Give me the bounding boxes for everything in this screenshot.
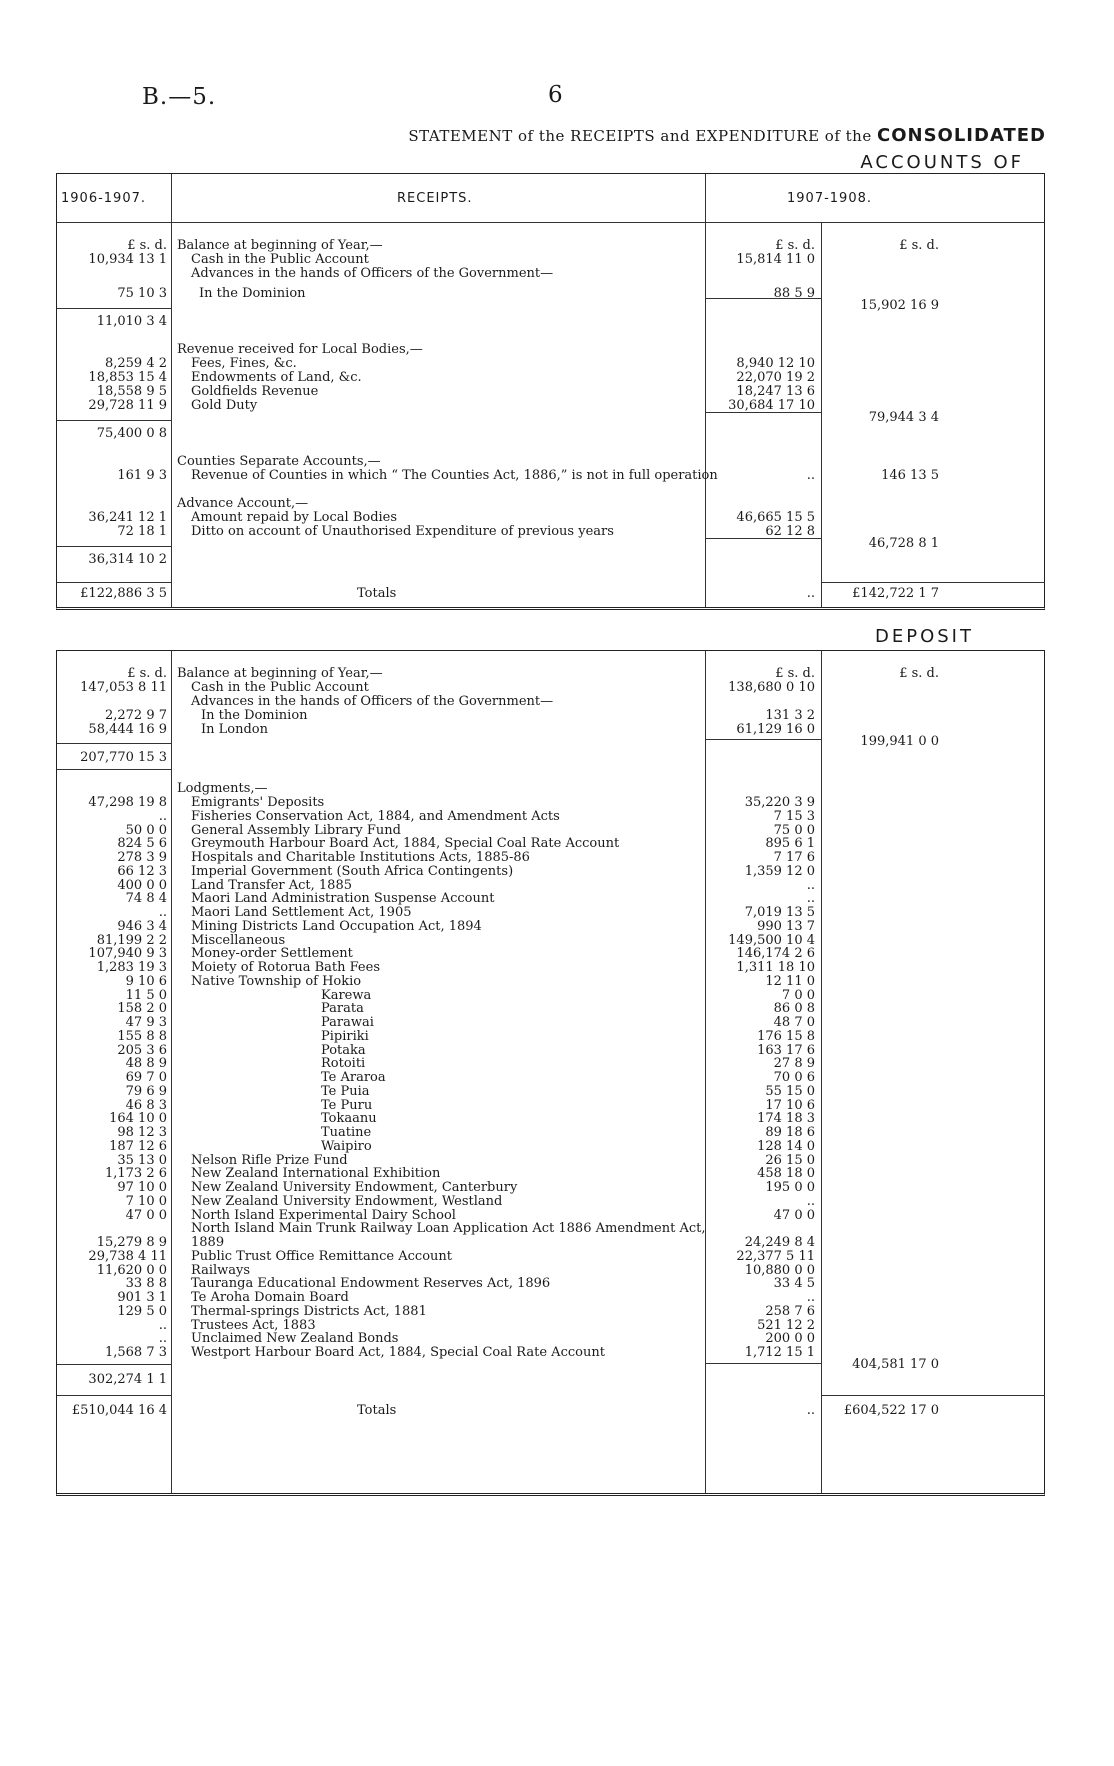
dep-item-desc-32: 1889: [191, 1235, 225, 1250]
dep-item-prev-13: 9 10 6: [125, 973, 167, 989]
dep-item-cur-5: 1,359 12 0: [744, 863, 815, 879]
dep-item-desc-6: Land Transfer Act, 1885: [191, 877, 352, 893]
dep-item-prev-36: 901 3 1: [117, 1290, 167, 1305]
receipt-desc-10: Counties Separate Accounts,—: [177, 454, 381, 469]
dep-total-cur: ..: [806, 1403, 815, 1418]
dep-item-cur-2: 75 0 0: [773, 822, 815, 838]
receipt-total-cur: ..: [806, 586, 815, 601]
dep-balance-heading: Balance at beginning of Year,—: [177, 666, 383, 681]
dep-item-cur-0: 35,220 3 9: [744, 795, 815, 810]
statement-text: STATEMENT of the RECEIPTS and EXPENDITURE of the: [408, 127, 872, 145]
col-curr-year: 1907-1908.: [787, 191, 872, 206]
receipt-prev-9: 75,400 0 8: [96, 426, 167, 441]
dep-item-desc-12: Moiety of Rotorua Bath Fees: [191, 960, 380, 975]
dep-item-cur-25: 128 14 0: [757, 1138, 815, 1154]
receipt-prev-15: 36,314 10 2: [88, 552, 167, 567]
receipt-desc-0: Balance at beginning of Year,—: [177, 238, 383, 253]
dep-total-prev: £510,044 16 4: [71, 1403, 167, 1418]
receipt-desc-4: Revenue received for Local Bodies,—: [177, 342, 423, 357]
dep-item-desc-23: Tokaanu: [321, 1111, 377, 1127]
document-code: B.—5.: [142, 84, 217, 110]
dep-item-prev-33: 29,738 4 11: [88, 1248, 167, 1264]
dep-cash-prev: 147,053 8 11: [80, 680, 167, 695]
dep-item-prev-25: 187 12 6: [109, 1138, 167, 1154]
deposit-heading: DEPOSIT: [875, 626, 974, 647]
dep-dom-prev: 2,272 9 7: [104, 708, 167, 723]
dep-item-prev-12: 1,283 19 3: [96, 960, 167, 975]
dep-item-prev-15: 158 2 0: [117, 1001, 167, 1017]
dep-item-cur-23: 174 18 3: [757, 1111, 815, 1127]
dep-item-desc-40: Westport Harbour Board Act, 1884, Special Coal Rate Account: [191, 1345, 605, 1360]
receipt-cur-6: 22,070 19 2: [736, 370, 815, 385]
dep-item-cur-17: 176 15 8: [757, 1028, 815, 1044]
deposit-table: [56, 650, 1045, 1496]
dep-totals-label: Totals: [357, 1403, 397, 1418]
dep-item-desc-31: North Island Main Trunk Railway Loan Application Act 1886 Amendment Act,: [191, 1221, 706, 1237]
receipt-prev-14: 72 18 1: [117, 524, 167, 539]
dep-item-desc-2: General Assembly Library Fund: [191, 822, 401, 838]
dep-item-desc-26: Nelson Rifle Prize Fund: [191, 1152, 348, 1168]
dep-item-desc-21: Te Puia: [321, 1083, 370, 1099]
receipt-desc-5: Fees, Fines, &c.: [191, 356, 297, 371]
receipt-prev-0: 10,934 13 1: [88, 252, 167, 267]
col-receipts: RECEIPTS.: [397, 191, 473, 206]
dep-item-desc-18: Potaka: [321, 1042, 366, 1058]
receipt-cur-13: 46,665 15 5: [736, 510, 815, 525]
dep-item-prev-37: 129 5 0: [117, 1303, 167, 1319]
dep-item-desc-5: Imperial Government (South Africa Contingents): [191, 863, 514, 879]
dep-item-cur-27: 458 18 0: [757, 1166, 815, 1182]
dep-item-desc-28: New Zealand University Endowment, Canterbury: [191, 1180, 518, 1195]
dep-item-prev-7: 74 8 4: [125, 891, 167, 907]
dep-item-desc-16: Parawai: [321, 1015, 374, 1030]
dep-item-prev-6: 400 0 0: [117, 877, 167, 893]
receipt-prev-5: 8,259 4 2: [104, 356, 167, 371]
receipt-cur-2: 88 5 9: [773, 286, 815, 301]
dep-item-desc-1: Fisheries Conservation Act, 1884, and Amendment Acts: [191, 808, 560, 824]
receipt-desc-11: Revenue of Counties in which “ The Counties Act, 1886,” is not in full operation: [191, 468, 718, 483]
receipt-total-prev: £122,886 3 5: [80, 586, 167, 601]
dep-item-prev-34: 11,620 0 0: [96, 1262, 167, 1278]
dep-item-desc-13: Native Township of Hokio: [191, 973, 362, 989]
dep-balance-sub: 207,770 15 3: [80, 750, 167, 765]
dep-item-cur-20: 70 0 6: [773, 1070, 815, 1085]
dep-item-cur-11: 146,174 2 6: [736, 946, 815, 962]
dep-item-prev-27: 1,173 2 6: [104, 1166, 167, 1182]
dep-item-cur-3: 895 6 1: [765, 836, 815, 852]
dep-item-prev-4: 278 3 9: [117, 850, 167, 865]
receipt-cur-5: 8,940 12 10: [736, 356, 815, 371]
dep-item-cur-24: 89 18 6: [765, 1125, 815, 1140]
dep-item-desc-34: Railways: [191, 1262, 251, 1278]
dep-item-cur-30: 47 0 0: [773, 1207, 815, 1223]
dep-item-prev-38: ..: [158, 1317, 167, 1333]
dep-item-desc-33: Public Trust Office Remittance Account: [191, 1248, 453, 1264]
dep-item-prev-9: 946 3 4: [117, 918, 167, 934]
dep-item-cur-35: 33 4 5: [773, 1276, 815, 1292]
dep-item-cur-28: 195 0 0: [765, 1180, 815, 1195]
lsd-tot: £ s. d.: [899, 238, 939, 253]
dep-item-prev-23: 164 10 0: [109, 1111, 167, 1127]
dep-item-desc-24: Tuatine: [321, 1125, 372, 1140]
dep-item-desc-15: Parata: [321, 1001, 364, 1017]
receipt-desc-6: Endowments of Land, &c.: [191, 370, 362, 385]
statement-title: [408, 125, 1046, 146]
dep-item-prev-3: 824 5 6: [117, 836, 167, 852]
accounts-of-heading: ACCOUNTS OF: [860, 152, 1024, 173]
dep-item-desc-3: Greymouth Harbour Board Act, 1884, Special Coal Rate Account: [191, 836, 620, 852]
dep-item-prev-16: 47 9 3: [125, 1015, 167, 1030]
dep-dom-cur: 131 3 2: [765, 708, 815, 723]
dep-item-desc-20: Te Araroa: [321, 1070, 386, 1085]
receipt-desc-12: Advance Account,—: [177, 496, 309, 511]
receipt-total-tot: £142,722 1 7: [852, 586, 939, 601]
dep-item-cur-6: ..: [806, 877, 815, 893]
col-prev-year: 1906-1907.: [61, 191, 146, 206]
dep-item-prev-32: 15,279 8 9: [96, 1235, 167, 1250]
receipt-desc2-0: Cash in the Public Account: [191, 252, 369, 267]
dep-item-desc-35: Tauranga Educational Endowment Reserves Act, 1896: [191, 1276, 551, 1292]
d-lsd-prev: £ s. d.: [127, 666, 167, 681]
dep-item-cur-9: 990 13 7: [757, 918, 815, 934]
dep-item-desc-17: Pipiriki: [321, 1028, 369, 1044]
dep-lon-desc: In London: [201, 722, 268, 737]
dep-balance-tot: 199,941 0 0: [860, 734, 939, 749]
dep-item-prev-11: 107,940 9 3: [88, 946, 167, 962]
receipt-cur-7: 18,247 13 6: [736, 384, 815, 399]
dep-item-cur-37: 258 7 6: [765, 1303, 815, 1319]
dep-lon-prev: 58,444 16 9: [88, 722, 167, 737]
dep-item-desc-8: Maori Land Settlement Act, 1905: [191, 905, 412, 920]
dep-item-prev-26: 35 13 0: [117, 1152, 167, 1168]
dep-dom-desc: In the Dominion: [201, 708, 308, 723]
dep-item-cur-36: ..: [806, 1290, 815, 1305]
dep-cash-desc: Cash in the Public Account: [191, 680, 369, 695]
receipt-tot-11: 146 13 5: [881, 468, 939, 483]
receipt-desc-13: Amount repaid by Local Bodies: [191, 510, 398, 525]
receipt-desc-14: Ditto on account of Unauthorised Expenditure of previous years: [191, 524, 614, 539]
dep-item-cur-33: 22,377 5 11: [736, 1248, 815, 1264]
dep-item-desc-37: Thermal-springs Districts Act, 1881: [191, 1303, 427, 1319]
dep-item-prev-30: 47 0 0: [125, 1207, 167, 1223]
dep-item-prev-28: 97 10 0: [117, 1180, 167, 1195]
dep-item-desc-0: Emigrants' Deposits: [191, 795, 325, 810]
dep-item-desc-38: Trustees Act, 1883: [191, 1317, 316, 1333]
dep-item-desc-9: Mining Districts Land Occupation Act, 1894: [191, 918, 482, 934]
dep-item-cur-4: 7 17 6: [773, 850, 815, 865]
dep-lodgments-heading: Lodgments,—: [177, 781, 268, 796]
dep-item-cur-16: 48 7 0: [773, 1015, 815, 1030]
dep-item-cur-8: 7,019 13 5: [744, 905, 815, 920]
dep-total-tot: £604,522 17 0: [843, 1403, 939, 1418]
dep-item-prev-22: 46 8 3: [125, 1097, 167, 1113]
dep-adv-desc: Advances in the hands of Officers of the Government—: [191, 694, 554, 709]
dep-item-prev-24: 98 12 3: [117, 1125, 167, 1140]
dep-item-cur-22: 17 10 6: [765, 1097, 815, 1113]
dep-item-prev-20: 69 7 0: [125, 1070, 167, 1085]
statement-bold: CONSOLIDATED: [877, 125, 1046, 146]
dep-item-prev-14: 11 5 0: [125, 987, 167, 1003]
receipt-tot-8: 79,944 3 4: [868, 410, 939, 425]
dep-item-prev-39: ..: [158, 1331, 167, 1347]
dep-item-desc-27: New Zealand International Exhibition: [191, 1166, 441, 1182]
dep-item-prev-10: 81,199 2 2: [96, 932, 167, 948]
receipt-prev-11: 161 9 3: [117, 468, 167, 483]
receipt-prev-8: 29,728 11 9: [88, 398, 167, 413]
receipt-desc-8: Gold Duty: [191, 398, 258, 413]
lsd-prev: £ s. d.: [127, 238, 167, 253]
receipt-totals-label: Totals: [357, 586, 397, 601]
dep-item-cur-13: 12 11 0: [765, 973, 815, 989]
receipt-prev-3: 11,010 3 4: [96, 314, 167, 329]
dep-item-cur-40: 1,712 15 1: [744, 1345, 815, 1360]
receipt-desc-2: In the Dominion: [199, 286, 306, 301]
dep-item-cur-7: ..: [806, 891, 815, 907]
dep-item-desc-11: Money-order Settlement: [191, 946, 353, 962]
dep-item-cur-39: 200 0 0: [765, 1331, 815, 1347]
dep-item-prev-29: 7 10 0: [125, 1193, 167, 1209]
dep-item-prev-8: ..: [158, 905, 167, 920]
receipt-cur-11: ..: [806, 468, 815, 483]
dep-item-desc-19: Rotoiti: [321, 1056, 366, 1072]
dep-item-cur-10: 149,500 10 4: [728, 932, 815, 948]
dep-item-cur-29: ..: [806, 1193, 815, 1209]
dep-item-desc-10: Miscellaneous: [191, 932, 286, 948]
page-number: 6: [548, 82, 563, 108]
dep-item-desc-29: New Zealand University Endowment, Westland: [191, 1193, 503, 1209]
dep-item-prev-17: 155 8 8: [117, 1028, 167, 1044]
receipt-tot-2: 15,902 16 9: [860, 298, 939, 313]
dep-item-prev-40: 1,568 7 3: [104, 1345, 167, 1360]
dep-item-cur-21: 55 15 0: [765, 1083, 815, 1099]
dep-item-cur-15: 86 0 8: [773, 1001, 815, 1017]
dep-item-prev-2: 50 0 0: [125, 822, 167, 838]
dep-item-desc-22: Te Puru: [321, 1097, 373, 1113]
receipts-table: [56, 173, 1045, 610]
dep-cash-cur: 138,680 0 10: [728, 680, 815, 695]
receipt-prev-13: 36,241 12 1: [88, 510, 167, 525]
receipt-cur-14: 62 12 8: [765, 524, 815, 539]
receipt-prev-7: 18,558 9 5: [96, 384, 167, 399]
dep-item-prev-1: ..: [158, 808, 167, 824]
dep-item-cur-38: 521 12 2: [757, 1317, 815, 1333]
dep-item-prev-19: 48 8 9: [125, 1056, 167, 1072]
dep-item-cur-19: 27 8 9: [773, 1056, 815, 1072]
receipt-cur-0: 15,814 11 0: [736, 252, 815, 267]
dep-item-desc-36: Te Aroha Domain Board: [191, 1290, 349, 1305]
receipt-prev-2: 75 10 3: [117, 286, 167, 301]
d-lsd-tot: £ s. d.: [899, 666, 939, 681]
dep-item-cur-14: 7 0 0: [781, 987, 815, 1003]
receipt-desc-7: Goldfields Revenue: [191, 384, 319, 399]
receipt-prev-6: 18,853 15 4: [88, 370, 167, 385]
dep-lon-cur: 61,129 16 0: [736, 722, 815, 737]
dep-item-prev-18: 205 3 6: [117, 1042, 167, 1058]
dep-item-cur-32: 24,249 8 4: [744, 1235, 815, 1250]
dep-item-desc-4: Hospitals and Charitable Institutions Acts, 1885-86: [191, 850, 530, 865]
d-lsd-cur: £ s. d.: [775, 666, 815, 681]
dep-lodg-tot: 404,581 17 0: [852, 1357, 939, 1372]
receipt-cur-8: 30,684 17 10: [728, 398, 815, 413]
dep-item-cur-18: 163 17 6: [757, 1042, 815, 1058]
dep-item-desc-30: North Island Experimental Dairy School: [191, 1207, 456, 1223]
receipt-desc-1: Advances in the hands of Officers of the Government—: [191, 266, 554, 281]
dep-item-prev-35: 33 8 8: [125, 1276, 167, 1292]
dep-item-desc-14: Karewa: [321, 987, 372, 1003]
dep-item-desc-25: Waipiro: [321, 1138, 372, 1154]
dep-item-cur-1: 7 15 3: [773, 808, 815, 824]
receipt-tot-14: 46,728 8 1: [868, 536, 939, 551]
dep-item-prev-0: 47,298 19 8: [88, 795, 167, 810]
lsd-cur: £ s. d.: [775, 238, 815, 253]
dep-item-cur-12: 1,311 18 10: [736, 960, 815, 975]
dep-item-prev-5: 66 12 3: [117, 863, 167, 879]
dep-item-cur-26: 26 15 0: [765, 1152, 815, 1168]
dep-item-cur-34: 10,880 0 0: [744, 1262, 815, 1278]
dep-item-desc-7: Maori Land Administration Suspense Account: [191, 891, 495, 907]
dep-lodg-sub: 302,274 1 1: [88, 1372, 167, 1387]
dep-item-desc-39: Unclaimed New Zealand Bonds: [191, 1331, 399, 1347]
dep-item-prev-21: 79 6 9: [125, 1083, 167, 1099]
